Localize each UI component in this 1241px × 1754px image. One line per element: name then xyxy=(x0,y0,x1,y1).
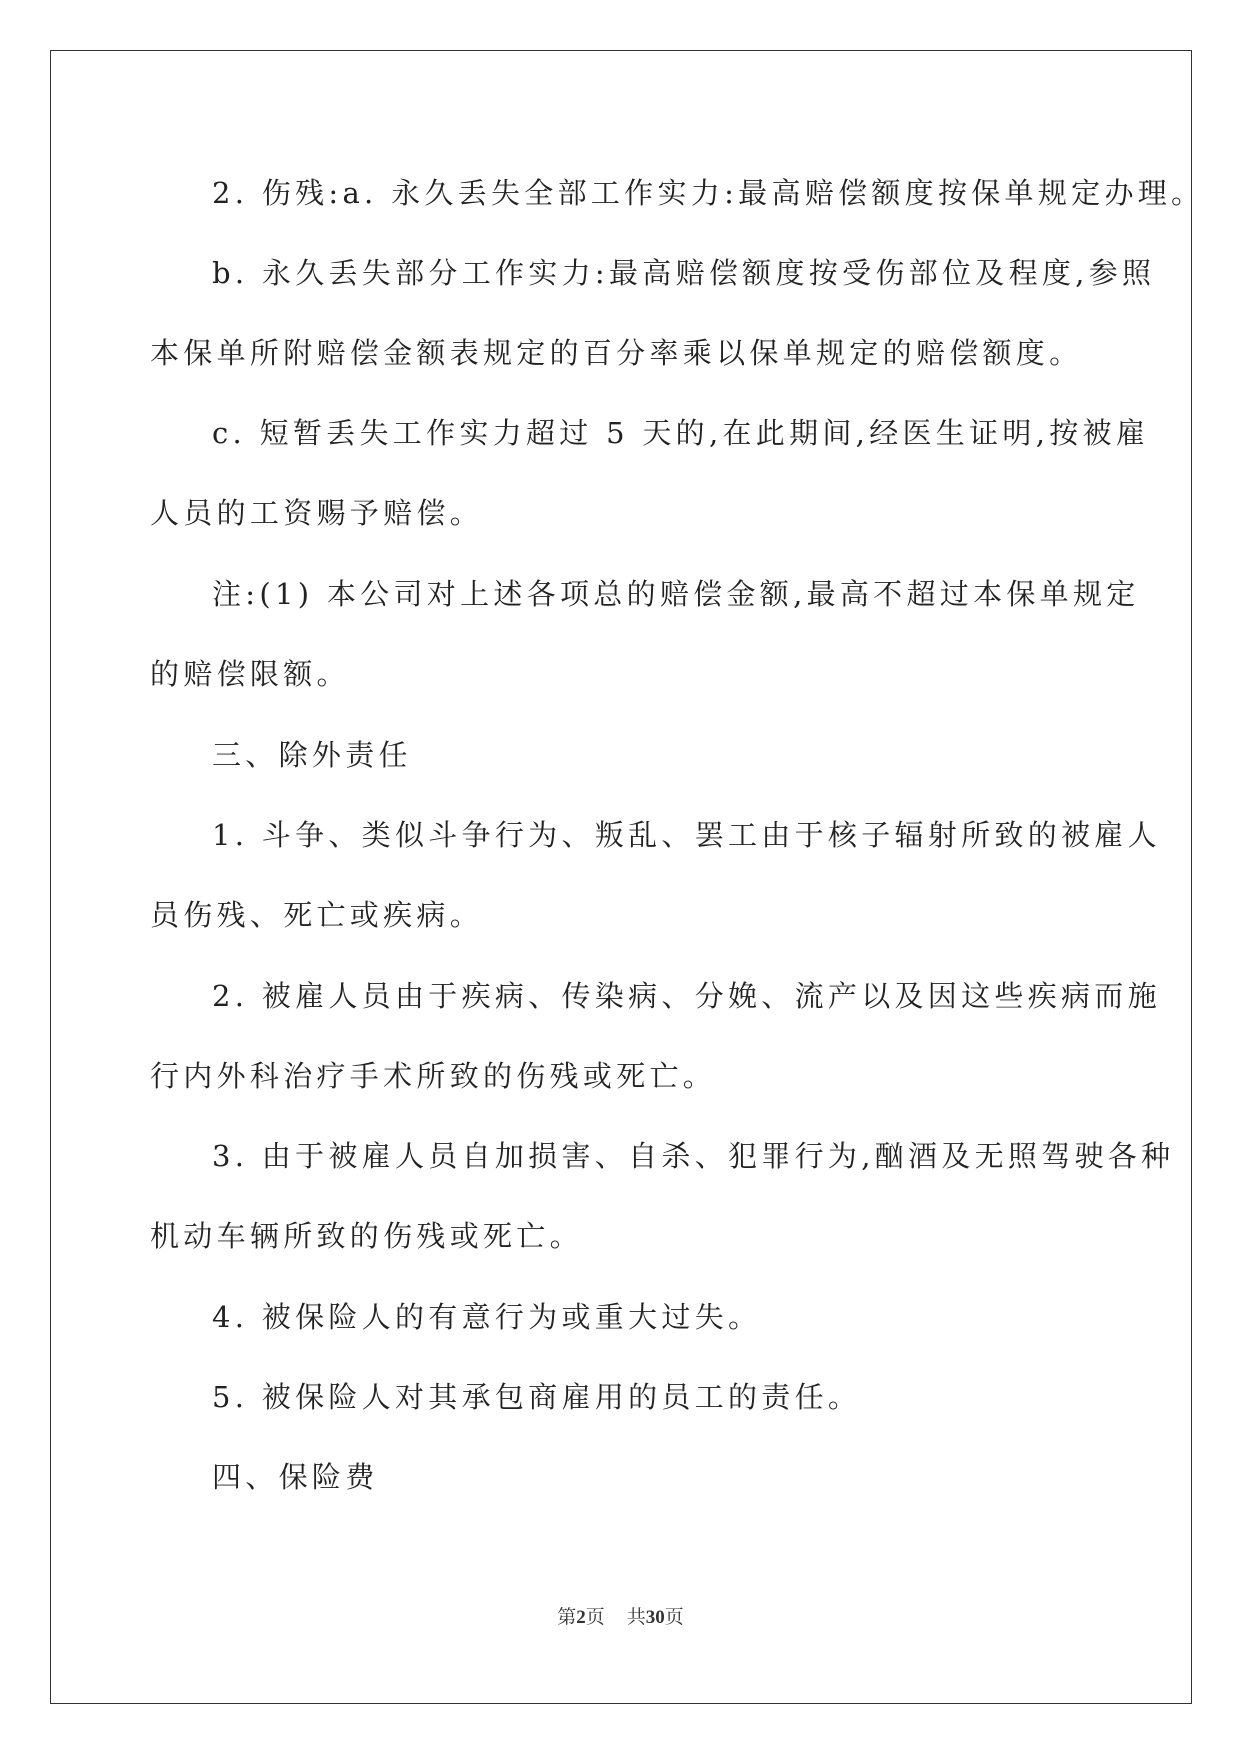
section-heading: 三、除外责任 xyxy=(212,738,412,772)
paragraph-line: b. 永久丢失部分工作实力:最高赔偿额度按受伤部位及程度,参照 xyxy=(212,256,1156,290)
paragraph-line: 5. 被保险人对其承包商雇用的员工的责任。 xyxy=(212,1380,862,1414)
page-prefix: 第 xyxy=(557,1607,577,1628)
paragraph-line: 注:(1) 本公司对上述各项总的赔偿金额,最高不超过本保单规定 xyxy=(212,577,1140,611)
paragraph-line: c. 短暂丢失工作实力超过 5 天的,在此期间,经医生证明,按被雇 xyxy=(212,416,1150,450)
page-footer xyxy=(0,1602,1241,1629)
paragraph-line: 的赔偿限额。 xyxy=(150,657,350,691)
paragraph-line: 1. 斗争、类似斗争行为、叛乱、罢工由于核子辐射所致的被雇人 xyxy=(212,818,1161,852)
page-current: 2 xyxy=(576,1607,586,1628)
paragraph-line: 机动车辆所致的伤残或死亡。 xyxy=(150,1219,583,1253)
paragraph-line: 行内外科治疗手术所致的伤残或死亡。 xyxy=(150,1059,717,1093)
paragraph-line: 本保单所附赔偿金额表规定的百分率乘以保单规定的赔偿额度。 xyxy=(150,336,1083,370)
paragraph-line: 人员的工资赐予赔偿。 xyxy=(150,496,484,530)
paragraph-line: 2. 伤残:a. 永久丢失全部工作实力:最高赔偿额度按保单规定办理。 xyxy=(212,176,1205,210)
paragraph-line: 2. 被雇人员由于疾病、传染病、分娩、流产以及因这些疾病而施 xyxy=(212,979,1161,1013)
total-suffix: 页 xyxy=(664,1607,684,1628)
section-heading: 四、保险费 xyxy=(212,1460,379,1494)
paragraph-line: 3. 由于被雇人员自加损害、自杀、犯罪行为,酗酒及无照驾驶各种 xyxy=(212,1139,1175,1173)
total-prefix: 共 xyxy=(626,1607,646,1628)
page-total: 30 xyxy=(645,1607,665,1628)
paragraph-line: 员伤残、死亡或疾病。 xyxy=(150,898,484,932)
paragraph-line: 4. 被保险人的有意行为或重大过失。 xyxy=(212,1300,762,1334)
page-frame xyxy=(50,50,1192,1704)
page-suffix: 页 xyxy=(585,1607,605,1628)
